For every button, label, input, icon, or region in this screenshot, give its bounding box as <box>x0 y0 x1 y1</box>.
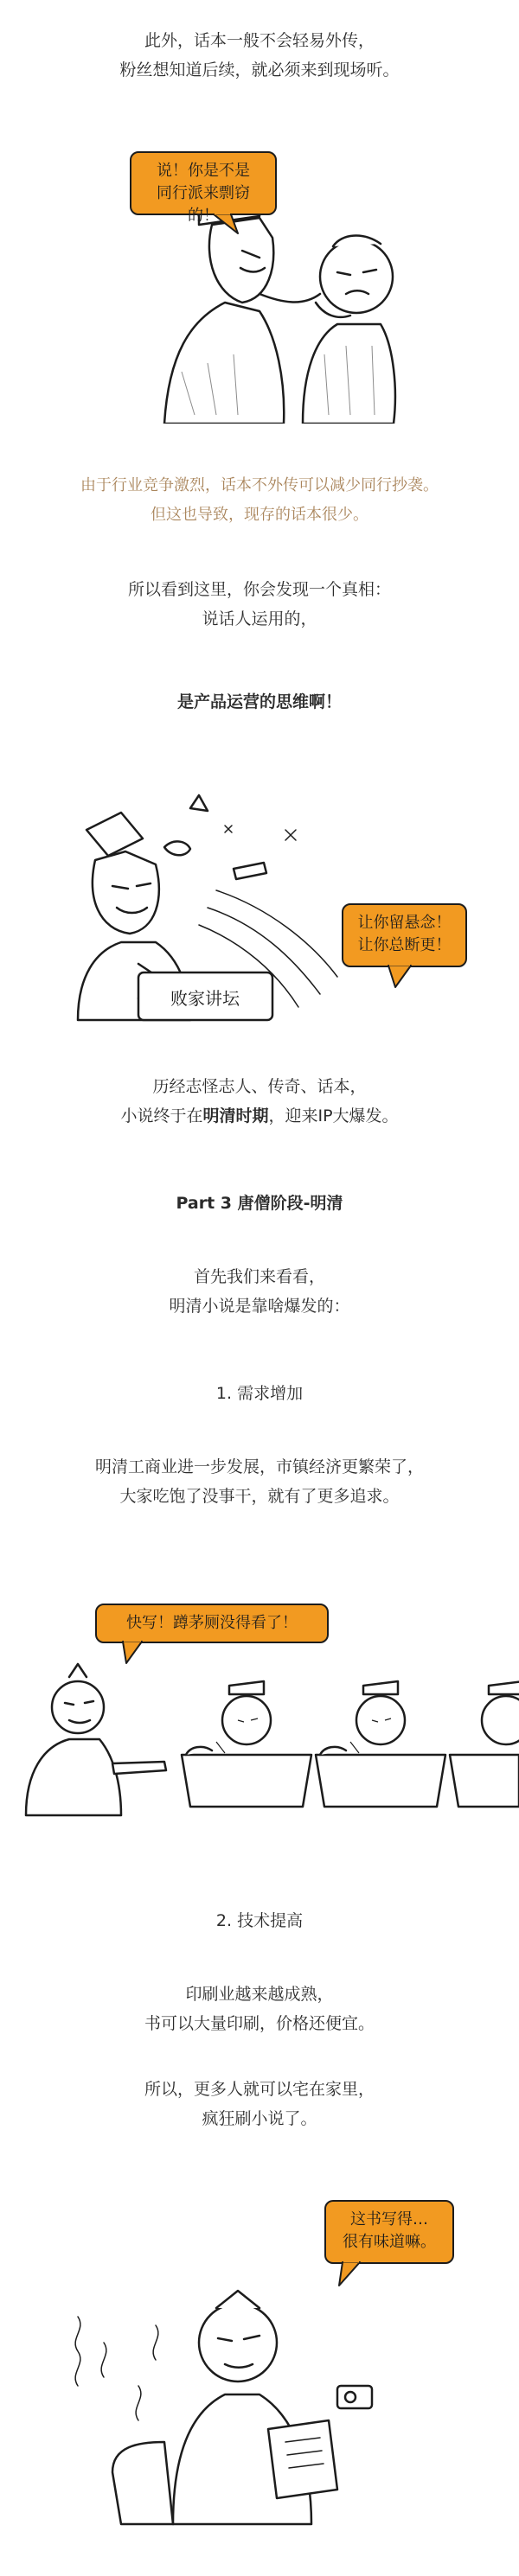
history-line-2-bold: 明清时期 <box>202 1106 269 1125</box>
demand-line-1: 明清工商业进一步发展，市镇经济更繁荣了， <box>94 1457 424 1476</box>
history-line-2 <box>0 1101 519 1131</box>
lecturer-pelted-illustration <box>61 778 389 1029</box>
truth-paragraph <box>0 575 519 634</box>
writers-desks-illustration <box>17 1660 519 1824</box>
speech-bubble-tail <box>385 965 420 991</box>
demand-line-2: 大家吃饱了没事干，就有了更多追求。 <box>119 1487 400 1506</box>
intro-paragraph <box>0 26 519 85</box>
bubble-4-line-1: 这书写得… <box>350 2210 428 2228</box>
speech-bubble-accusation <box>130 151 277 225</box>
bubble-4-line-2: 很有味道嘛。 <box>343 2233 436 2251</box>
note-line-2: 但这也导致，现存的话本很少。 <box>151 506 368 524</box>
truth-line-1: 所以看到这里，你会发现一个真相： <box>127 580 391 599</box>
podium-sign: 败家讲坛 <box>170 988 240 1009</box>
bubble-2-line-2: 让你总断更！ <box>357 936 452 954</box>
print-line-2: 书可以大量印刷，价格还便宜。 <box>144 2014 375 2033</box>
intro-line-1: 此外，话本一般不会轻易外传， <box>144 31 375 50</box>
history-line-2-pre: 小说终于在 <box>120 1106 203 1125</box>
print-line-1: 印刷业越来越成熟， <box>185 1985 334 2004</box>
demand-paragraph <box>0 1452 519 1511</box>
toilet-reader-illustration <box>52 2248 415 2533</box>
truth-line-2: 说话人运用的， <box>202 609 317 628</box>
speech-bubble-tail <box>212 213 247 237</box>
note-paragraph <box>0 471 519 530</box>
question-paragraph <box>0 1262 519 1321</box>
result-paragraph <box>0 2075 519 2133</box>
bubble-1-line-1: 说！你是不是 <box>157 162 250 180</box>
result-line-1: 所以，更多人就可以宅在家里， <box>144 2080 375 2099</box>
note-line-1: 由于行业竞争激烈，话本不外传可以减少同行抄袭。 <box>80 476 439 494</box>
bubble-2-line-1: 让你留悬念！ <box>357 914 452 932</box>
point-1-heading: 1. 需求增加 <box>215 1384 304 1403</box>
history-paragraph <box>0 1072 519 1131</box>
speech-bubble-demand: 快写！蹲茅厕没得看了！ <box>95 1604 329 1643</box>
intro-line-2: 粉丝想知道后续，就必须来到现场听。 <box>119 61 400 80</box>
bubble-1-line-2: 同行派来剽窃的！ <box>157 184 250 225</box>
print-paragraph <box>0 1980 519 2038</box>
question-line-1: 首先我们来看看， <box>193 1267 325 1286</box>
truth-emphasis: 是产品运营的思维啊！ <box>176 692 342 711</box>
section-heading-part3: Part 3 唐僧阶段-明清 <box>176 1194 343 1213</box>
result-line-2: 疯狂刷小说了。 <box>202 2109 317 2128</box>
point-2-heading: 2. 技术提高 <box>215 1911 304 1930</box>
question-line-2: 明清小说是靠啥爆发的： <box>169 1297 350 1316</box>
history-line-2-post: ，迎来IP大爆发。 <box>268 1106 399 1125</box>
history-line-1: 历经志怪志人、传奇、话本， <box>152 1077 367 1096</box>
speech-bubble-cliffhanger <box>342 903 467 967</box>
